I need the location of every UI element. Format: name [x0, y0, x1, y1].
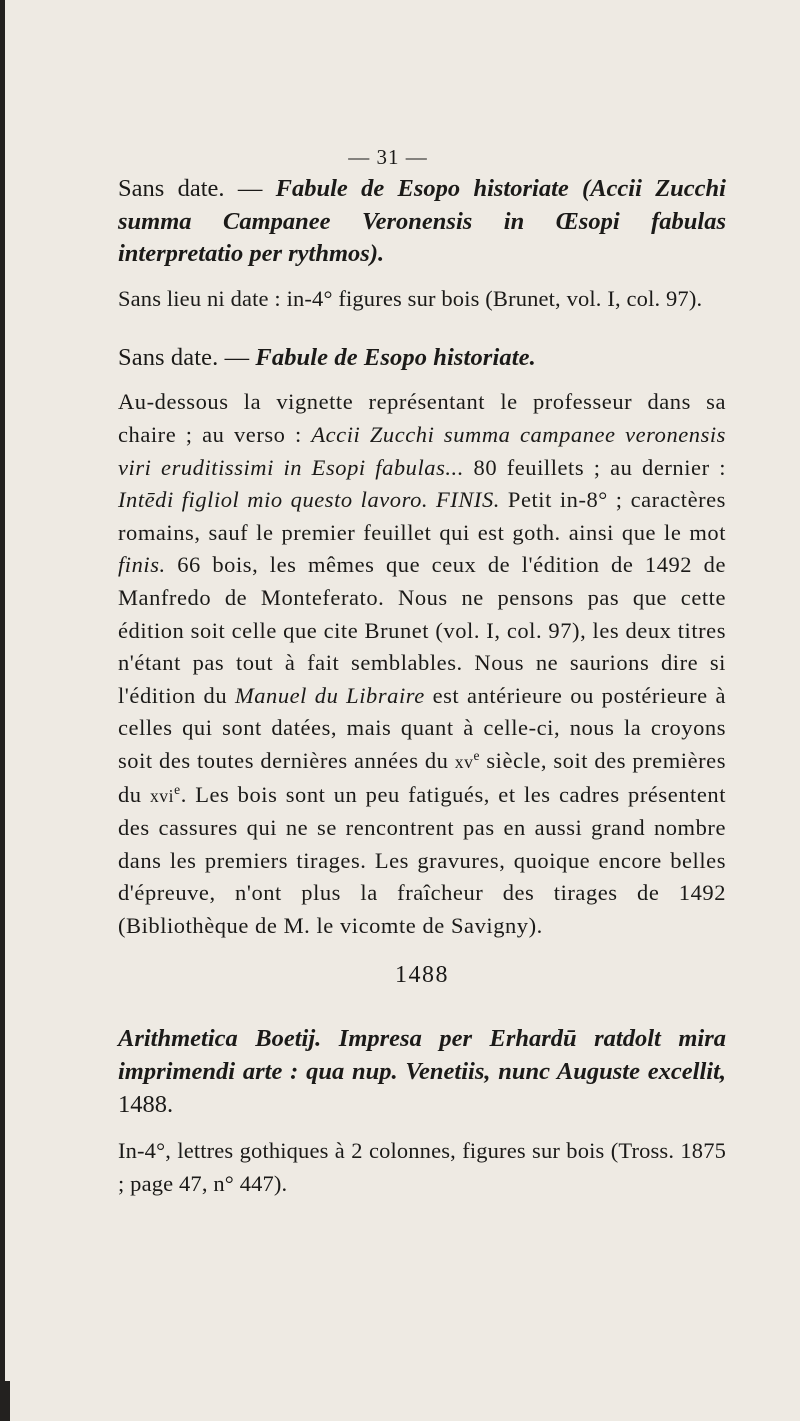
entry-1-title: Fabule de Esopo historiate (Accii Zucchi summa Campanee Veronensis in Œsopi fabulas interpretatio per rythmos).: [118, 175, 726, 268]
century-numeral: xv: [454, 751, 474, 772]
italic-run: Manuel du Libraire: [234, 682, 425, 708]
entry-1-heading: [118, 173, 726, 271]
entry-3-date: 1488.: [118, 1090, 174, 1118]
century-numeral: xvi: [149, 785, 175, 806]
italic-run: Intēdi figliol mio questo lavoro. FINIS.: [118, 487, 500, 513]
superscript: e: [473, 747, 481, 763]
text-run: Petit in-8° ; caractères romains, sauf le premier feuillet qui est goth. ainsi que le mot: [118, 487, 726, 545]
text-run: 80 feuillets ; au dernier :: [463, 454, 727, 480]
entry-2-date: Sans date. —: [118, 343, 250, 371]
entry-3-heading: [118, 1023, 726, 1121]
entry-1-date: Sans date. —: [118, 175, 263, 202]
text-run: 66 bois, les mêmes que ceux de l'édition de 1492 de Manfredo de Monteferato. Nous ne pensons pas que cette édition soit celle que cite Brunet (vol. I, col. 97), les deux titres n'étant pas tout à fait semblables. Nous ne saurions dire si l'édition du: [118, 552, 726, 708]
entry-3-title: Arithmetica Boetij. Impresa per Erhardū ratdolt mira imprimendi arte : qua nup. Venetiis, nunc Auguste excellit,: [118, 1025, 726, 1085]
text-run: siècle, soit des premières du: [118, 747, 726, 807]
text-run: . Les bois sont un peu fatigués, et les cadres présentent des cassures qui ne se rencontrent pas en aussi grand nombre dans les premiers tirages. Les gravures, quoique encore belles d'épreuve, n'ont plus la fraîcheur des tirages de 1492 (Bibliothèque de M. le vicomte de Savigny).: [118, 781, 726, 938]
entry-1-note: Sans lieu ni date : in-4° figures sur bois (Brunet, vol. I, col. 97).: [118, 286, 703, 312]
text-run: Au-dessous la vignette représentant le professeur dans sa chaire ; au verso :: [118, 389, 726, 447]
page-content: [118, 173, 726, 1226]
italic-run: Accii Zucchi summa campanee veronensis viri eruditissimi in Esopi fabulas...: [118, 422, 726, 480]
entry-3-note: In-4°, lettres gothiques à 2 colonnes, figures sur bois (Tross. 1875 ; page 47, n° 447).: [118, 1138, 726, 1196]
section-year: 1488: [395, 961, 449, 988]
page-edge-shadow: [0, 0, 5, 1421]
entry-2-description: [118, 386, 726, 942]
entry-2-title: Fabule de Esopo historiate.: [255, 343, 536, 371]
page-edge-shadow-bottom: [0, 1381, 10, 1421]
superscript: e: [174, 781, 181, 797]
text-run: est antérieure ou postérieure à celles qui sont datées, mais quant à celle-ci, nous la croyons soit des toutes dernières années du: [118, 682, 727, 773]
entry-2-heading: [118, 342, 726, 375]
page-number: — 31 —: [348, 145, 428, 169]
italic-run: finis.: [118, 552, 166, 578]
